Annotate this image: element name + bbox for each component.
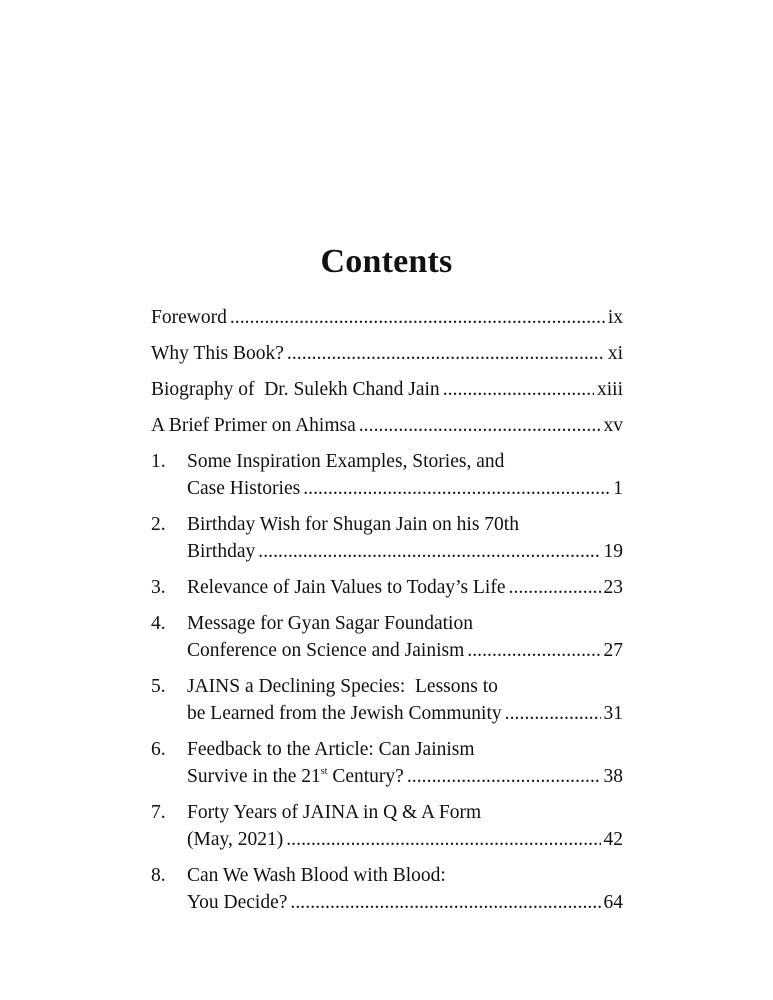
title-text: Survive in the 21 xyxy=(187,766,321,787)
chapter-title-line1: JAINS a Declining Species: Lessons to xyxy=(187,676,498,697)
chapter-title-line1: Message for Gyan Sagar Foundation xyxy=(187,613,473,634)
page-number: xv xyxy=(603,415,623,436)
chapter-title-line1: Can We Wash Blood with Blood: xyxy=(187,865,446,886)
chapter-number: 1. xyxy=(151,451,166,472)
chapter-title-line2 xyxy=(187,763,404,790)
dot-leader xyxy=(290,889,600,916)
dot-leader xyxy=(287,340,605,367)
chapter-title-line1: Birthday Wish for Shugan Jain on his 70th xyxy=(187,514,519,535)
ordinal-suffix: st xyxy=(320,766,328,777)
chapter-number: 8. xyxy=(151,865,166,886)
dot-leader xyxy=(407,763,601,790)
dot-leader xyxy=(258,538,600,565)
page-number: 1 xyxy=(613,478,623,499)
dot-leader xyxy=(509,574,601,601)
page-number: 64 xyxy=(603,892,623,913)
chapter-number: 7. xyxy=(151,802,166,823)
page-number: xiii xyxy=(596,379,623,400)
chapter-number: 3. xyxy=(151,577,166,598)
chapter-number: 5. xyxy=(151,676,166,697)
entry-title: Why This Book? xyxy=(151,343,284,364)
toc-chapter-6[interactable] xyxy=(151,736,623,790)
toc-chapter-2[interactable] xyxy=(151,511,623,565)
chapter-title-line1: Forty Years of JAINA in Q & A Form xyxy=(187,802,482,823)
toc-chapter-4[interactable] xyxy=(151,610,623,664)
table-of-contents xyxy=(151,304,623,925)
toc-chapter-8[interactable] xyxy=(151,862,623,916)
toc-entry-why-this-book[interactable] xyxy=(151,340,623,367)
page-number: xi xyxy=(607,343,623,364)
chapter-title-line2: Conference on Science and Jainism xyxy=(187,640,465,661)
dot-leader xyxy=(286,826,600,853)
dot-leader xyxy=(359,412,601,439)
chapter-number: 2. xyxy=(151,514,166,535)
dot-leader xyxy=(505,700,601,727)
toc-entry-foreword[interactable] xyxy=(151,304,623,331)
chapter-title-line2: You Decide? xyxy=(187,892,288,913)
dot-leader xyxy=(467,637,600,664)
page-number: 42 xyxy=(603,829,623,850)
entry-title: Biography of Dr. Sulekh Chand Jain xyxy=(151,379,440,400)
toc-chapter-1[interactable] xyxy=(151,448,623,502)
chapter-title-line1: Relevance of Jain Values to Today’s Life xyxy=(187,577,506,598)
chapter-title-line2: Case Histories xyxy=(187,478,301,499)
page-title: Contents xyxy=(320,243,453,280)
chapter-number: 4. xyxy=(151,613,166,634)
toc-chapter-5[interactable] xyxy=(151,673,623,727)
page-number: ix xyxy=(607,307,623,328)
chapter-title-line1: Feedback to the Article: Can Jainism xyxy=(187,739,475,760)
chapter-title-line2: Birthday xyxy=(187,541,256,562)
entry-title: A Brief Primer on Ahimsa xyxy=(151,415,356,436)
dot-leader xyxy=(230,304,605,331)
toc-entry-biography[interactable] xyxy=(151,376,623,403)
page-number: 23 xyxy=(603,577,623,598)
page-number: 27 xyxy=(603,640,623,661)
toc-entry-ahimsa-primer[interactable] xyxy=(151,412,623,439)
page-number: 31 xyxy=(603,703,623,724)
page-number: 19 xyxy=(603,541,623,562)
toc-chapter-7[interactable] xyxy=(151,799,623,853)
toc-chapter-3[interactable] xyxy=(151,574,623,601)
chapter-title-line2: be Learned from the Jewish Community xyxy=(187,703,502,724)
dot-leader xyxy=(443,376,594,403)
entry-title: Foreword xyxy=(151,307,227,328)
chapter-title-line1: Some Inspiration Examples, Stories, and xyxy=(187,451,505,472)
page-number: 38 xyxy=(603,766,623,787)
title-text: Century? xyxy=(327,766,404,787)
chapter-number: 6. xyxy=(151,739,166,760)
chapter-title-line2: (May, 2021) xyxy=(187,829,284,850)
dot-leader xyxy=(303,475,610,502)
